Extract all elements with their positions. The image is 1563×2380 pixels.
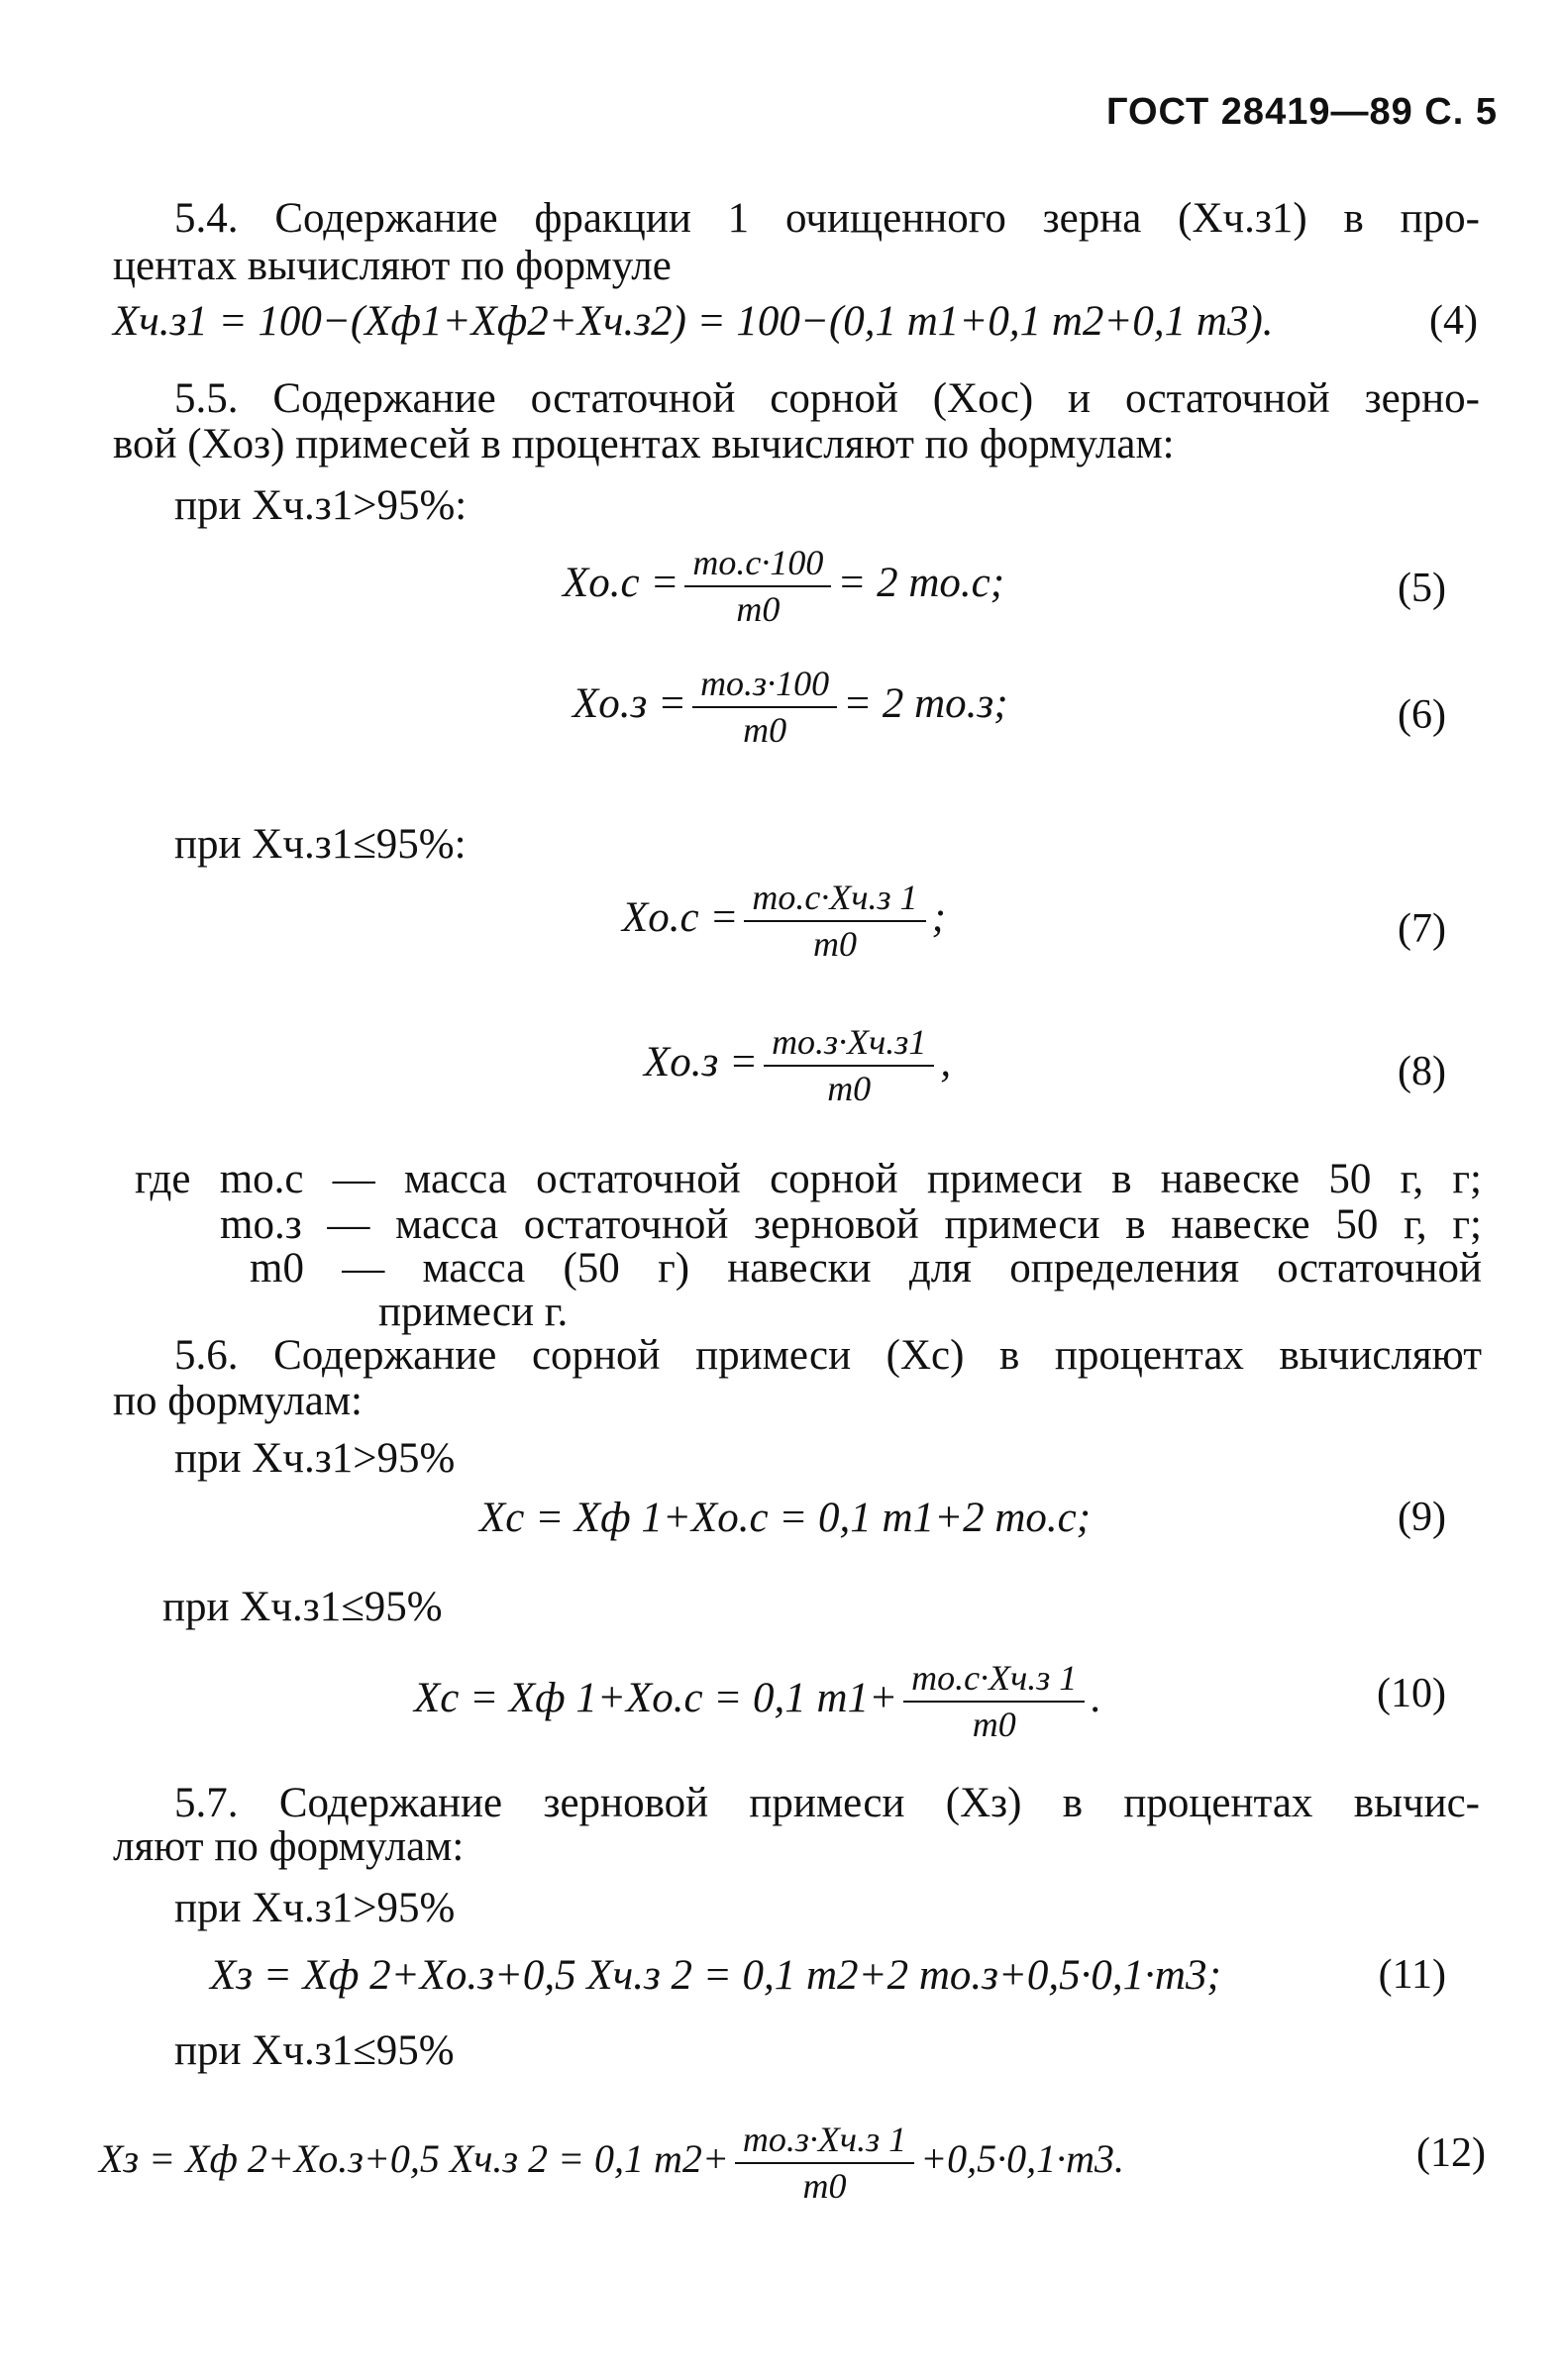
formula-8-lhs: Xо.з = <box>644 1038 759 1086</box>
formula-7 <box>622 876 946 967</box>
condition-less-equal-3: при Xч.з1≤95% <box>174 2027 455 2074</box>
formula-4-number: (4) <box>1429 298 1478 344</box>
formula-9: Xс = Xф 1+Xо.с = 0,1 m1+2 mо.с; <box>479 1495 1092 1541</box>
formula-5 <box>563 541 1004 632</box>
condition-greater-2: при Xч.з1>95% <box>174 1435 456 1482</box>
definition-m-0: m0 — масса (50 г) навески для определения остаточной <box>250 1245 1482 1292</box>
formula-8 <box>644 1020 951 1111</box>
formula-6 <box>573 662 1008 753</box>
formula-6-denominator: m0 <box>743 710 787 750</box>
formula-12-rhs: +0,5·0,1·m3. <box>920 2136 1125 2182</box>
formula-12-denominator: m0 <box>802 2166 847 2206</box>
formula-10-lhs: Xс = Xф 1+Xо.с = 0,1 m1+ <box>414 1674 898 1721</box>
paragraph-5-5-line-2: вой (Xоз) примесей в процентах вычисляют по формулам: <box>113 421 1175 467</box>
formula-5-fraction <box>684 541 831 632</box>
formula-12-numerator: mо.з·Xч.з 1 <box>735 2118 914 2164</box>
paragraph-5-6-line-2: по формулам: <box>113 1378 363 1424</box>
formula-6-rhs: = 2 mо.з; <box>843 679 1008 727</box>
condition-less-equal-2: при Xч.з1≤95% <box>162 1584 443 1630</box>
formula-4 <box>113 297 1480 346</box>
paragraph-5-5-line-1: 5.5. Содержание остаточной сорной (Xос) и остаточной зерно- <box>174 375 1480 422</box>
formula-7-number: (7) <box>1398 906 1446 952</box>
formula-10-number: (10) <box>1377 1671 1446 1716</box>
formula-8-rhs: , <box>940 1038 952 1086</box>
formula-5-lhs: Xо.с = <box>563 559 679 606</box>
formula-8-numerator: mо.з·Xч.з1 <box>764 1020 934 1067</box>
formula-7-lhs: Xо.с = <box>622 893 739 941</box>
paragraph-5-6-line-1: 5.6. Содержание сорной примеси (Xс) в процентах вычисляют <box>174 1332 1482 1379</box>
formula-7-fraction <box>744 876 925 967</box>
paragraph-5-4-line-2: центах вычисляют по формуле <box>113 243 672 289</box>
page-header: ГОСТ 28419—89 С. 5 <box>1105 91 1498 133</box>
definition-m-0-continued: примеси г. <box>378 1289 569 1335</box>
formula-12-fraction <box>735 2118 914 2209</box>
formula-5-denominator: m0 <box>736 589 781 629</box>
formula-10 <box>414 1656 1101 1747</box>
formula-10-numerator: mо.с·Xч.з 1 <box>903 1656 1085 1703</box>
condition-greater-1: при Xч.з1>95%: <box>174 482 468 529</box>
formula-6-fraction <box>692 662 837 753</box>
paragraph-5-4-line-1: 5.4. Содержание фракции 1 очищенного зерна (Xч.з1) в про- <box>174 195 1480 242</box>
formula-9-number: (9) <box>1398 1495 1446 1540</box>
paragraph-5-7-line-2: ляют по формулам: <box>113 1823 465 1870</box>
formula-8-fraction <box>764 1020 934 1111</box>
formula-4-body: Xч.з1 = 100−(Xф1+Xф2+Xч.з2) = 100−(0,1 m1+0,1 m2+0,1 m3). <box>113 298 1274 345</box>
definition-m-os: где mо.с — масса остаточной сорной примеси в навеске 50 г, г; <box>135 1156 1482 1202</box>
formula-6-lhs: Xо.з = <box>573 679 687 727</box>
formula-10-fraction <box>903 1656 1085 1747</box>
formula-5-numerator: mо.с·100 <box>684 541 831 587</box>
formula-10-denominator: m0 <box>972 1705 1016 1744</box>
formula-12-number: (12) <box>1416 2130 1486 2176</box>
condition-less-equal-1: при Xч.з1≤95%: <box>174 821 467 868</box>
formula-7-numerator: mо.с·Xч.з 1 <box>744 876 925 922</box>
formula-10-rhs: . <box>1091 1674 1102 1721</box>
formula-11-number: (11) <box>1378 1952 1446 1998</box>
definition-m-oz: mо.з — масса остаточной зерновой примеси в навеске 50 г, г; <box>220 1201 1482 1248</box>
formula-5-rhs: = 2 mо.с; <box>837 559 1005 606</box>
formula-5-number: (5) <box>1398 566 1446 611</box>
formula-12-lhs: Xз = Xф 2+Xо.з+0,5 Xч.з 2 = 0,1 m2+ <box>99 2136 729 2182</box>
formula-6-numerator: mо.з·100 <box>692 662 837 708</box>
formula-7-rhs: ; <box>931 893 946 941</box>
formula-8-denominator: m0 <box>827 1069 872 1108</box>
condition-greater-3: при Xч.з1>95% <box>174 1885 456 1931</box>
formula-12 <box>99 2118 1124 2209</box>
formula-11: Xз = Xф 2+Xо.з+0,5 Xч.з 2 = 0,1 m2+2 mо.з+0,5·0,1·m3; <box>210 1952 1221 1999</box>
formula-7-denominator: m0 <box>812 924 857 964</box>
formula-6-number: (6) <box>1398 692 1446 738</box>
formula-8-number: (8) <box>1398 1049 1446 1094</box>
paragraph-5-7-line-1: 5.7. Содержание зерновой примеси (Xз) в процентах вычис- <box>174 1780 1480 1826</box>
